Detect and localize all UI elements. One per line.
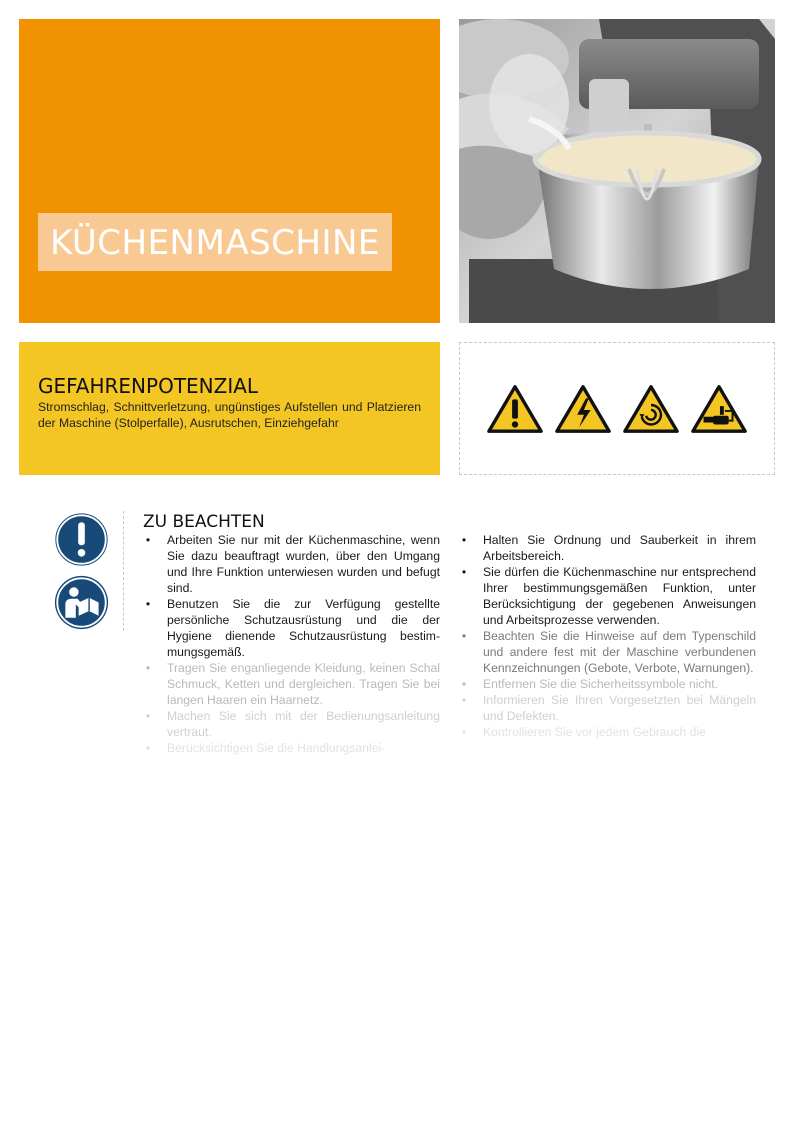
list-item: • Sie dürfen die Küchenmaschine nur entsprechend Ihrer bestimmungsgemäßen Funktion, unter Berücksichtigung der gegebenen Anweisungen und Arbeitsprozesse verwenden.: [461, 565, 756, 627]
warning-signs-panel: [459, 342, 775, 475]
read-manual-icon: [53, 574, 110, 631]
notes-list-right: [459, 532, 756, 740]
notes-heading: ZU BEACHTEN: [143, 512, 265, 532]
stand-mixer-illustration: [459, 19, 775, 323]
general-warning-icon: [486, 383, 544, 435]
list-item: • Halten Sie Ordnung und Sauberkeit in ihrem Arbeitsbereich.: [461, 533, 756, 563]
rotating-parts-warning-icon: [622, 383, 680, 435]
list-item: • Beachten Sie die Hinweise auf dem Typenschild und andere fest mit der Maschine verbundenen Kennzeichnungen (Gebote, Verbote, Warnungen).: [461, 629, 756, 675]
list-item: • Arbeiten Sie nur mit der Küchenmaschine, wenn Sie dazu beauftragt wurden, über den Umgang und Ihre Funktion unterwiesen wurden und befugt sind.: [145, 533, 440, 595]
electricity-warning-icon: [554, 383, 612, 435]
notes-icons: [53, 511, 111, 637]
page-title: KÜCHENMASCHINE: [50, 223, 380, 263]
list-item: • Kontrollieren Sie vor jedem Gebrauch die: [461, 725, 706, 739]
divider: [123, 511, 124, 631]
stand-mixer-photo: [459, 19, 775, 323]
list-item: • Informieren Sie Ihren Vorgesetzten bei Mängeln und Defekten.: [461, 693, 756, 723]
mandatory-attention-icon: [53, 511, 110, 568]
list-item: • Tragen Sie enganliegende Kleidung, keinen Schal Schmuck, Ketten und dergleichen. Tragen Sie bei langen Haaren ein Haarnetz.: [145, 661, 440, 707]
hazard-panel: [19, 342, 440, 475]
list-item: • Berücksichtigen Sie die Handlungsanlei-: [145, 741, 386, 755]
notes-list-left: [143, 532, 440, 756]
hazard-description: Stromschlag, Schnittverletzung, ungünstiges Aufstellen und Platzieren der Maschine (Stolperfalle), Ausrutschen, Einziehgefahr: [38, 400, 421, 430]
list-item: • Benutzen Sie die zur Verfügung gestellte persönliche Schutzausrüstung und die der Hygiene dienende Schutzausrüstung bestimmungsgemäß.: [145, 597, 440, 659]
hazard-heading: GEFAHRENPOTENZIAL: [38, 374, 259, 398]
list-item: • Entfernen Sie die Sicherheitssymbole nicht.: [461, 677, 719, 691]
title-banner: [19, 19, 440, 323]
hand-crush-warning-icon: [690, 383, 748, 435]
title-box: [38, 213, 392, 271]
list-item: • Machen Sie sich mit der Bedienungsanleitung vertraut.: [145, 709, 440, 739]
